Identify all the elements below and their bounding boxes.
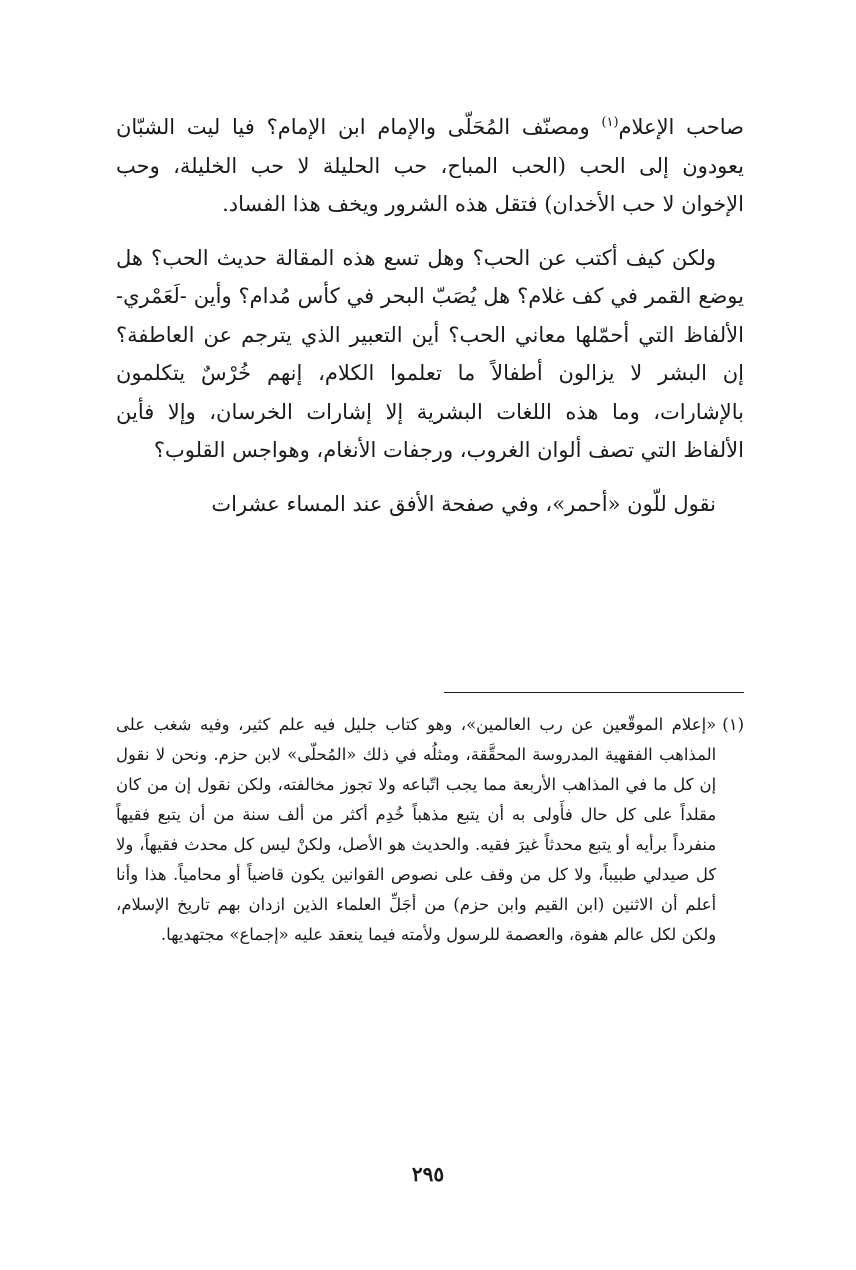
footnote-marker: (١) — [722, 715, 744, 734]
paragraph-1 — [116, 108, 744, 224]
footnote-divider — [444, 692, 744, 693]
page-number: ٢٩٥ — [411, 1162, 445, 1186]
paragraph-1-text-end: ومصنّف المُحَلّى والإمام ابن الإمام؟ فيا ليت الشبّان يعودون إلى الحب (الحب المباح، حب الحليلة لا حب الخليلة، وحب الإخوان لا حب الأخدان) فتقل هذه الشرور ويخف هذا الفساد. — [116, 115, 744, 216]
paragraph-1-text-start: صاحب الإعلام — [618, 115, 744, 139]
main-text — [116, 108, 744, 523]
footnote-text: «إعلام الموقّعين عن رب العالمين»، وهو كتاب جليل فيه علم كثير، وفيه شغب على المذاهب الفقهية المدروسة المحقَّقة، ومثلُه في ذلك «المُحلّى» لابن حزم. ونحن لا نقول إن كل ما في المذاهب الأربعة مما يجب اتّباعه ولا تجوز مخالفته، ولكن نقول إن من كان مقلداً على كل حال فأَولى به أن يتبع مذهباً خُدِم أكثر من ألف سنة من أن يتبع فقيهاً منفرداً برأيه أو يتبع محدثاً غيرَ فقيه. والحديث هو الأصل، ولكنْ ليس كل محدث فقيهاً، ولا كل صيدلي طبيباً، ولا كل من وقف على نصوص القوانين يكون قاضياً أو محامياً. هذا وأنا أعلم أن الاثنين (ابن القيم وابن حزم) من أجَلِّ العلماء الذين ازدان بهم تاريخ الإسلام، ولكن لكل عالم هفوة، والعصمة للرسول ولأمته فيما ينعقد عليه «إجماع» مجتهديها. — [116, 715, 717, 944]
paragraph-3: نقول للّون «أحمر»، وفي صفحة الأفق عند المساء عشرات — [211, 491, 716, 516]
footnote — [116, 710, 744, 950]
footnote-reference: (١) — [601, 115, 619, 130]
paragraph-2: ولكن كيف أكتب عن الحب؟ وهل تسع هذه المقالة حديث الحب؟ هل يوضع القمر في كف غلام؟ هل يُصَبّ البحر في كأس مُدام؟ وأين -لَعَمْري- الألفاظ التي أحمّلها معاني الحب؟ أين التعبير الذي يترجم عن العاطفة؟ إن البشر لا يزالون أطفالاً ما تعلموا الكلام، إنهم خُرْسٌ يتكلمون بالإشارات، وما هذه اللغات البشرية إلا إشارات الخرسان، وإلا فأين الألفاظ التي تصف ألوان الغروب، ورجفات الأنغام، وهواجس القلوب؟ — [116, 245, 744, 462]
